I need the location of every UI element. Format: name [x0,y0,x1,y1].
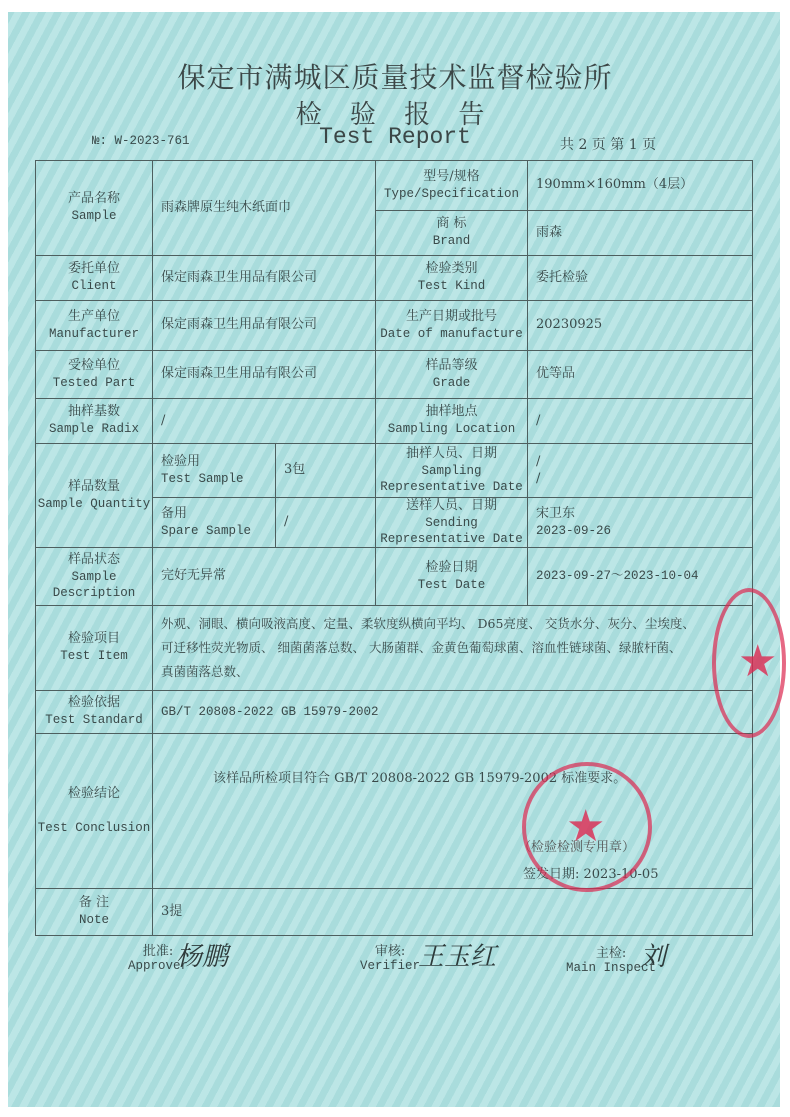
sampling-rep-label: 抽样人员、日期 Sampling Representative Date [375,443,528,498]
location-value: / [527,398,753,444]
issue-date: 签发日期: 2023-10-05 [523,867,659,882]
type-value: 190mm×160mm（4层） [527,160,753,211]
radix-value: / [152,398,376,444]
brand-label: 商 标 Brand [375,210,528,256]
description-value: 完好无异常 [152,547,376,606]
seal-star-icon: ★ [566,801,606,852]
note-value: 3提 [152,888,753,936]
inspector-label: 主检: Main Inspect [566,946,657,975]
spare-sample-label: 备用 Spare Sample [152,497,276,548]
test-date-value: 2023-09-27～2023-10-04 [527,547,753,606]
manufacturer-value: 保定雨森卫生用品有限公司 [152,300,376,351]
edge-seal-star-icon: ★ [738,636,778,687]
kind-label: 检验类别 Test Kind [375,255,528,301]
tested-part-label: 受检单位 Tested Part [35,350,153,399]
verifier-label: 审核: Verifier [360,944,421,973]
report-number: №: W-2023-761 [92,134,190,148]
conclusion-cell [152,733,753,889]
seal-note: （检验检测专用章） [518,840,636,855]
title-cn: 检 验 报 告 [295,100,495,130]
client-label: 委托单位 Client [35,255,153,301]
sampling-rep-value: / / [527,443,753,498]
grade-value: 优等品 [527,350,753,399]
quantity-label: 样品数量 Sample Quantity [35,443,153,548]
type-label: 型号/规格 Type/Specification [375,160,528,211]
location-label: 抽样地点 Sampling Location [375,398,528,444]
manufacturer-label: 生产单位 Manufacturer [35,300,153,351]
conclusion-label: 检验结论 Test Conclusion [35,733,153,889]
note-label: 备 注 Note [35,888,153,936]
standard-value: GB/T 20808-2022 GB 15979-2002 [152,690,753,734]
title-en: Test Report [319,124,471,150]
test-item-label: 检验项目 Test Item [35,605,153,691]
grade-label: 样品等级 Grade [375,350,528,399]
client-value: 保定雨森卫生用品有限公司 [152,255,376,301]
test-item-value: 外观、洞眼、横向吸液高度、定量、柔软度纵横向平均、 D65亮度、 交货水分、灰分、尘埃度、 可迁移性荧光物质、 细菌菌落总数、 大肠菌群、金黄色葡萄球菌、溶血性链球菌、绿脓杆菌、 真菌菌落总数、 [152,605,753,691]
conclusion-value: 该样品所检项目符合 GB/T 20808-2022 GB 15979-2002 标准要求。 [213,771,627,786]
kind-value: 委托检验 [527,255,753,301]
sending-rep-label: 送样人员、日期 Sending Representative Date [375,497,528,548]
verifier-signature: 王玉红 [418,942,497,972]
test-sample-label: 检验用 Test Sample [152,443,276,498]
approver-label: 批准: Approver [128,944,189,973]
org-name: 保定市满城区质量技术监督检验所 [177,61,613,94]
radix-label: 抽样基数 Sample Radix [35,398,153,444]
sample-label: 产品名称 Sample [35,160,153,256]
sending-rep-value: 宋卫东 2023-09-26 [527,497,753,548]
tested-part-value: 保定雨森卫生用品有限公司 [152,350,376,399]
sample-value: 雨森牌原生纯木纸面巾 [152,160,376,256]
inspector-signature: 刘 [640,942,667,972]
approver-signature: 杨鹏 [176,942,229,972]
description-label: 样品状态 Sample Description [35,547,153,606]
date-mfg-value: 20230925 [527,300,753,351]
test-sample-value: 3包 [275,443,376,498]
date-mfg-label: 生产日期或批号 Date of manufacture [375,300,528,351]
brand-value: 雨森 [527,210,753,256]
spare-sample-value: / [275,497,376,548]
page-info: 共 2 页 第 1 页 [560,137,657,153]
test-date-label: 检验日期 Test Date [375,547,528,606]
standard-label: 检验依据 Test Standard [35,690,153,734]
